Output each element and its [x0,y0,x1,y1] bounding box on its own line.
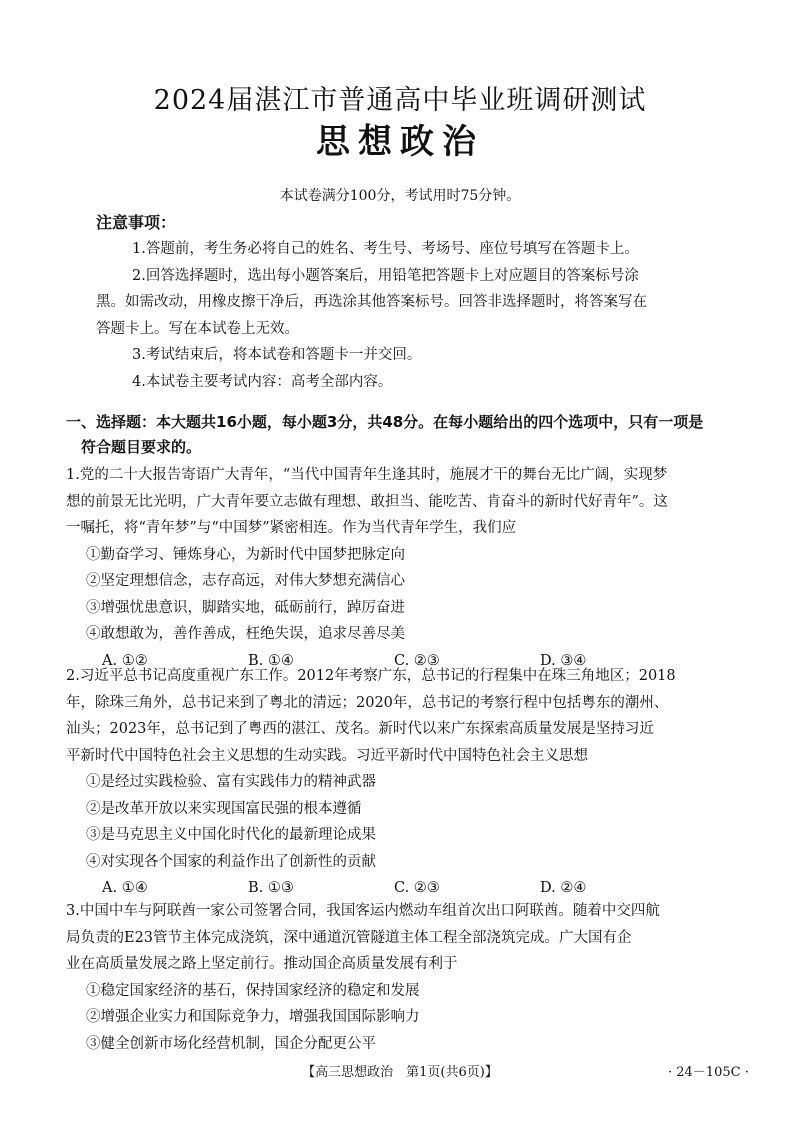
question-stem: 平新时代中国特色社会主义思想的生动实践。习近平新时代中国特色社会主义思想 [66,747,588,764]
section-heading [66,410,738,460]
notice-item-2c: 答题卡上。写在本试卷上无效。 [96,320,299,337]
subject-title: 思想政治 [316,122,484,162]
choice-a[interactable]: A. ①② [102,652,148,669]
section-line-1: 一、选择题：本大题共16小题，每小题3分，共48分。在每小题给出的四个选项中，只有一项是 [66,413,704,431]
question-stem: 局负责的E23管节主体完成浇筑，深中通道沉管隧道主体工程全部浇筑完成。广大国有企 [66,929,632,946]
choice-c[interactable]: C. ②③ [394,880,440,896]
statement-4: ④敢想敢为，善作善成，枉绝失误，追求尽善尽美 [86,626,405,642]
statement-1: ①稳定国家经济的基石，保持国家经济的稳定和发展 [86,982,420,999]
exam-info: 本试卷满分100分，考试用时75分钟。 [279,188,521,204]
choice-b[interactable]: B. ①④ [248,652,294,669]
section-line-2: 符合题目要求的。 [81,438,202,456]
question-stem: 一嘱托，将“青年梦”与“中国梦”紧密相连。作为当代青年学生，我们应 [66,520,517,536]
question-stem: 业在高质量发展之路上坚定前行。推动国企高质量发展有利于 [66,956,458,972]
notice-item-2b: 黑。如需改动，用橡皮擦干净后，再选涂其他答案标号。回答非选择题时，将答案写在 [96,294,647,310]
notice-list [96,236,718,395]
choice-d[interactable]: D. ③④ [540,652,587,669]
statement-2: ②增强企业实力和国际竞争力，增强我国国际影响力 [86,1009,420,1025]
notice-item-4: 4.本试卷主要考试内容：高考全部内容。 [132,373,393,390]
question-stem: 年，除珠三角外，总书记来到了粤北的清远；2020年，总书记的考察行程中包括粤东的潮州、 [66,694,669,711]
statement-4: ④对实现各个国家的利益作出了创新性的贡献 [86,853,376,870]
page-footer: 【高三思想政治 第1页(共6页)】 [302,1065,498,1080]
statement-2: ②是改革开放以来实现国富民强的根本遵循 [86,800,362,817]
question-stem: 3.中国中车与阿联酋一家公司签署合同，我国客运内燃动车组首次出口阿联酋。随着中交四航 [66,903,660,919]
statement-3: ③是马克思主义中国化时代化的最新理论成果 [86,827,376,843]
exam-title: 2024届湛江市普通高中毕业班调研测试 [153,85,647,116]
notice-item-2a: 2.回答选择题时，选出每小题答案后，用铅笔把答题卡上对应题目的答案标号涂 [132,267,639,284]
question-1 [66,462,738,674]
question-2 [66,663,738,902]
statement-1: ①勤奋学习、锤炼身心，为新时代中国梦把脉定向 [86,546,405,563]
notice-heading: 注意事项： [96,213,177,232]
question-3 [66,898,738,1057]
choice-d[interactable]: D. ②④ [540,880,587,896]
choice-b[interactable]: B. ①③ [248,880,294,896]
statement-1: ①是经过实践检验、富有实践伟力的精神武器 [86,774,376,790]
notice-item-1: 1.答题前，考生务必将自己的姓名、考生号、考场号、座位号填写在答题卡上。 [132,241,639,257]
question-stem: 1.党的二十大报告寄语广大青年，“当代中国青年生逢其时，施展才干的舞台无比广阔，实现梦 [66,467,668,483]
paper-code: · 24－105C · [668,1065,749,1080]
statement-3: ③增强忧患意识，脚踏实地，砥砺前行，踔厉奋进 [86,599,405,616]
question-stem: 2.习近平总书记高度重视广东工作。2012年考察广东，总书记的行程集中在珠三角地区；2018 [66,668,676,684]
question-stem: 汕头；2023年，总书记到了粤西的湛江、茂名。新时代以来广东探索高质量发展是坚持习近 [66,721,654,737]
choice-c[interactable]: C. ②③ [394,652,440,669]
question-stem: 想的前景无比光明，广大青年要立志做有理想、敢担当、能吃苦、肯奋斗的新时代好青年”。这 [66,493,668,510]
statement-3: ③健全创新市场化经营机制，国企分配更公平 [86,1035,376,1052]
notice-item-3: 3.考试结束后，将本试卷和答题卡一并交回。 [132,347,422,363]
statement-2: ②坚定理想信念，志存高远，对伟大梦想充满信心 [86,573,405,589]
choice-a[interactable]: A. ①④ [102,880,148,896]
